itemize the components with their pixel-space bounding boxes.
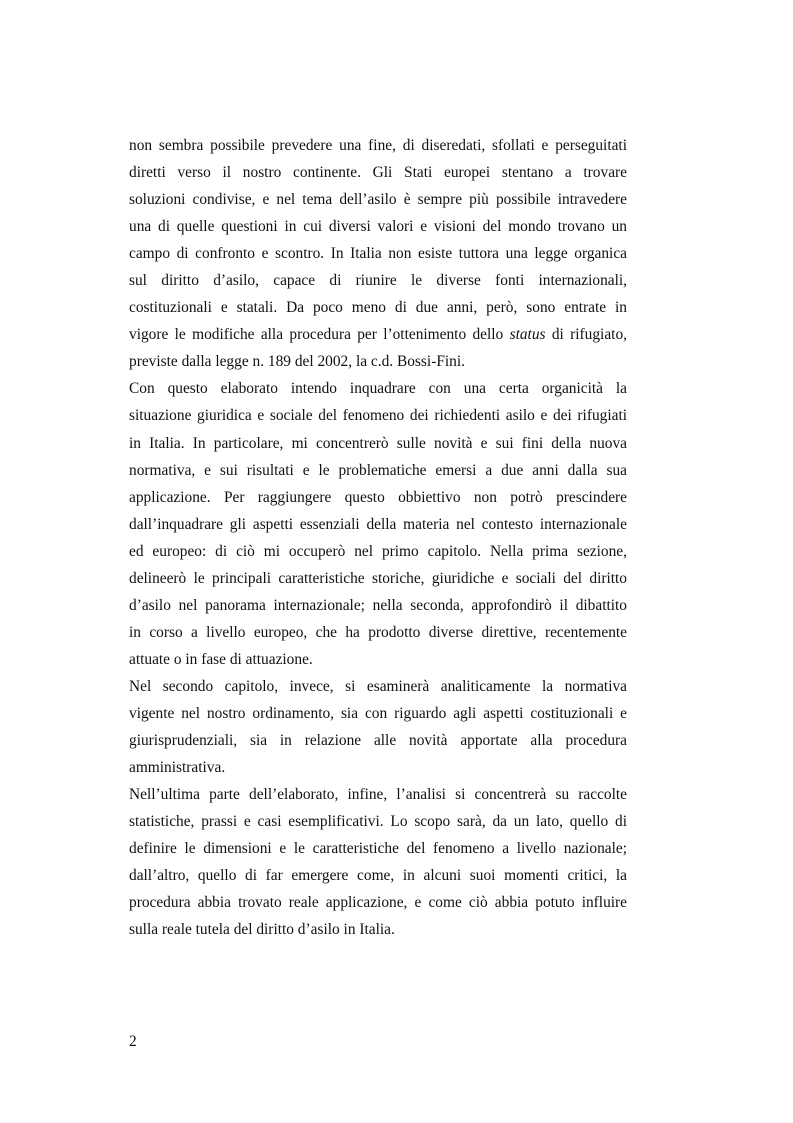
text-line: Nel secondo capitolo, invece, si esaminerà analiticamente la normativa xyxy=(129,677,627,695)
text-line: in Italia. In particolare, mi concentrerò sulle novità e sui fini della nuova xyxy=(129,434,627,452)
text-line: dall’altro, quello di far emergere come, in alcuni suoi momenti critici, la xyxy=(129,867,627,885)
text-line: dall’inquadrare gli aspetti essenziali della materia nel contesto internazionale xyxy=(129,515,627,533)
text-line: delineerò le principali caratteristiche storiche, giuridiche e sociali del diritto xyxy=(129,569,627,587)
text-line: Con questo elaborato intendo inquadrare con una certa organicità la xyxy=(129,380,627,398)
text-line: una di quelle questioni in cui diversi valori e visioni del mondo trovano un xyxy=(129,218,627,236)
text-line: sul diritto d’asilo, capace di riunire le diverse fonti internazionali, xyxy=(129,272,627,290)
body-text xyxy=(129,132,627,943)
text-line: Nell’ultima parte dell’elaborato, infine, l’analisi si concentrerà su raccolte xyxy=(129,786,627,804)
text-line: d’asilo nel panorama internazionale; nella seconda, approfondirò il dibattito xyxy=(129,596,627,614)
text-line: amministrativa. xyxy=(129,759,226,777)
text-line: statistiche, prassi e casi esemplificativi. Lo scopo sarà, da un lato, quello di xyxy=(129,813,627,831)
text-line: procedura abbia trovato reale applicazione, e come ciò abbia potuto influire xyxy=(129,894,627,912)
text-line: situazione giuridica e sociale del fenomeno dei richiedenti asilo e dei rifugiati xyxy=(129,407,627,425)
text-segment: di rifugiato, xyxy=(545,326,627,344)
text-line: giurisprudenziali, sia in relazione alle novità apportate alla procedura xyxy=(129,732,627,750)
italic-term: status xyxy=(509,326,546,344)
text-line: previste dalla legge n. 189 del 2002, la c.d. Bossi-Fini. xyxy=(129,353,465,371)
text-line: campo di confronto e scontro. In Italia non esiste tuttora una legge organica xyxy=(129,245,627,263)
text-line: normativa, e sui risultati e le problematiche emersi a due anni dalla sua xyxy=(129,461,627,479)
text-line: diretti verso il nostro continente. Gli Stati europei stentano a trovare xyxy=(129,164,627,182)
text-segment: vigore le modifiche alla procedura per l’ottenimento dello xyxy=(129,326,510,344)
text-line: applicazione. Per raggiungere questo obbiettivo non potrò prescindere xyxy=(129,488,627,506)
text-line: soluzioni condivise, e nel tema dell’asilo è sempre più possibile intravedere xyxy=(129,191,627,209)
text-line: sulla reale tutela del diritto d’asilo in Italia. xyxy=(129,921,395,939)
text-line: non sembra possibile prevedere una fine, di diseredati, sfollati e perseguitati xyxy=(129,137,627,154)
text-line: costituzionali e statali. Da poco meno di due anni, però, sono entrate in xyxy=(129,299,627,317)
text-line: ed europeo: di ciò mi occuperò nel primo capitolo. Nella prima sezione, xyxy=(129,542,627,560)
text-line: in corso a livello europeo, che ha prodotto diverse direttive, recentemente xyxy=(129,623,627,641)
page-number: 2 xyxy=(129,1033,137,1050)
text-line xyxy=(129,321,627,348)
text-line: definire le dimensioni e le caratteristiche del fenomeno a livello nazionale; xyxy=(129,840,627,858)
text-line: attuate o in fase di attuazione. xyxy=(129,650,313,668)
text-line: vigente nel nostro ordinamento, sia con riguardo agli aspetti costituzionali e xyxy=(129,704,627,722)
